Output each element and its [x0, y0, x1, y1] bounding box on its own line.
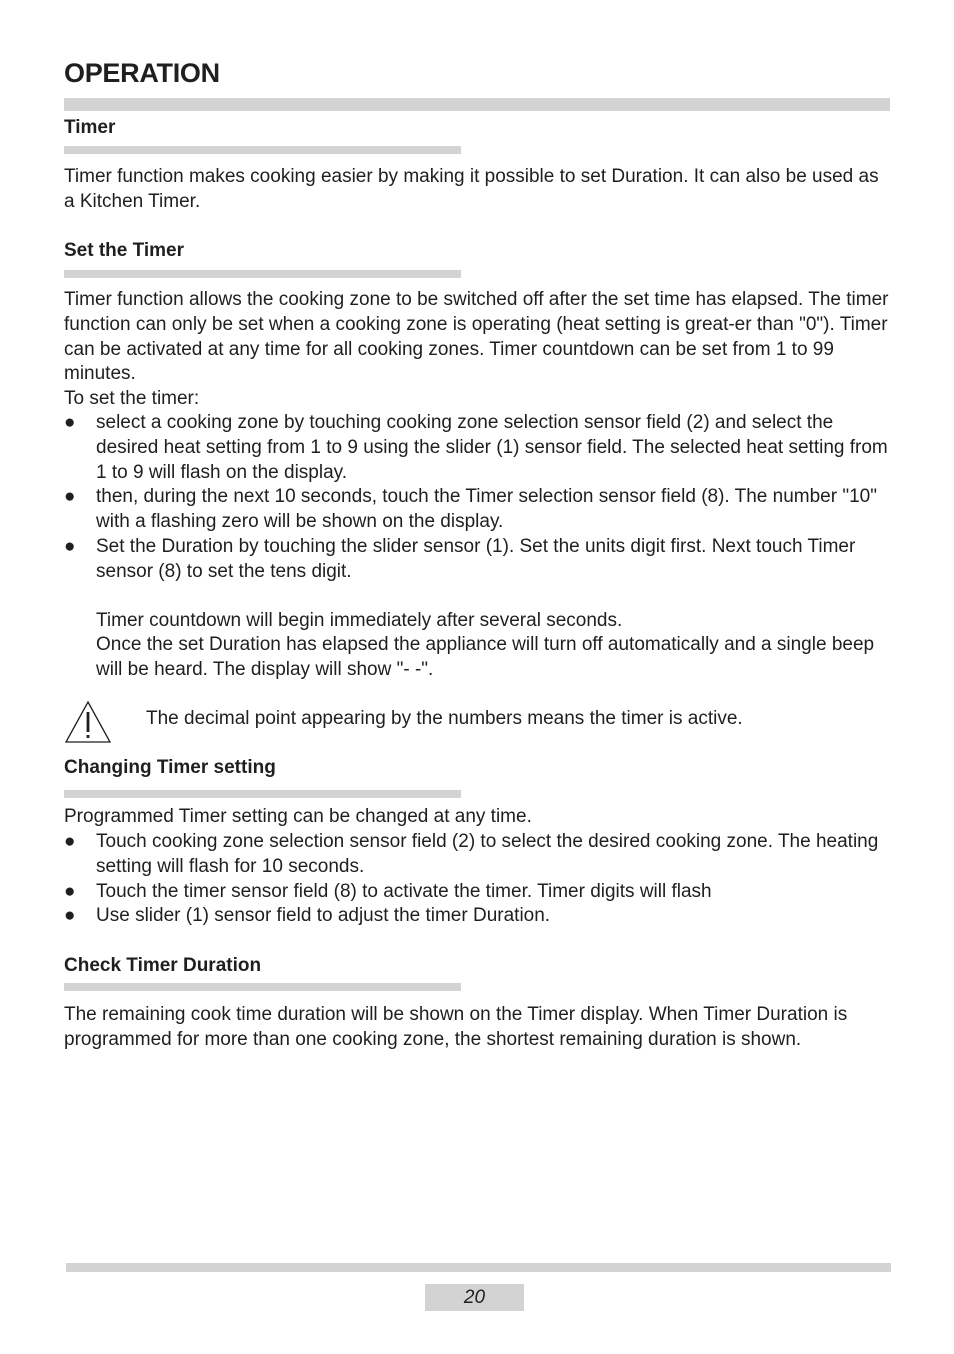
list-item-text: Touch the timer sensor field (8) to activate the timer. Timer digits will flash — [96, 880, 712, 902]
elapsed-note: Once the set Duration has elapsed the appliance will turn off automatically and a single beep will be heard. The display will show "- -". — [96, 634, 875, 680]
section-heading-timer: Timer — [64, 117, 116, 138]
bullet: ● — [64, 880, 76, 902]
set-timer-description: Timer function allows the cooking zone to be switched off after the set time has elapsed. The timer function can only be set when a cooking zone is operating (heat setting is great-er than "0"). Timer can be activated at any time for all cooking zones. Timer countdown can be set from 1 to 99 minutes. — [64, 289, 889, 385]
section-divider-timer — [64, 146, 461, 154]
changing-timer-steps — [64, 830, 894, 929]
list-item-text: then, during the next 10 seconds, touch the Timer selection sensor field (8). The number "10" with a flashing zero will be shown on the display. — [96, 486, 877, 533]
list-item — [64, 535, 894, 585]
list-item — [64, 904, 894, 929]
page-number: 20 — [425, 1284, 524, 1311]
bullet: ● — [64, 486, 76, 508]
list-item — [64, 485, 894, 535]
warning-text: The decimal point appearing by the numbers means the timer is active. — [146, 708, 743, 729]
bullet: ● — [64, 412, 76, 433]
title-divider — [64, 98, 890, 111]
timer-description: Timer function makes cooking easier by making it possible to set Duration. It can also be used as a Kitchen Timer. — [64, 166, 879, 212]
list-item — [64, 880, 894, 905]
list-item-text: Set the Duration by touching the slider sensor (1). Set the units digit first. Next touch Timer sensor (8) to set the tens digit. — [96, 535, 856, 582]
bullet: ● — [64, 905, 76, 927]
bullet: ● — [64, 535, 76, 557]
changing-timer-description: Programmed Timer setting can be changed at any time. — [64, 806, 532, 827]
section-heading-changing-timer: Changing Timer setting — [64, 757, 276, 778]
bullet: ● — [64, 831, 76, 852]
list-item — [64, 411, 894, 485]
list-item-text: Use slider (1) sensor field to adjust the timer Duration. — [96, 905, 551, 927]
section-heading-check-duration: Check Timer Duration — [64, 955, 262, 976]
check-duration-description: The remaining cook time duration will be shown on the Timer display. When Timer Duration is programmed for more than one cooking zone, the shortest remaining duration is shown. — [64, 1004, 848, 1050]
section-heading-set-timer: Set the Timer — [64, 240, 185, 261]
set-timer-steps — [64, 411, 894, 585]
page-title: OPERATION — [64, 58, 220, 88]
section-divider-changing-timer — [64, 790, 461, 798]
warning-triangle-icon — [64, 700, 112, 744]
list-item-text: Touch cooking zone selection sensor field (2) to select the desired cooking zone. The heating setting will flash for 10 seconds. — [96, 831, 879, 877]
list-item — [64, 830, 894, 880]
countdown-note: Timer countdown will begin immediately after several seconds. — [96, 610, 623, 631]
section-divider-set-timer — [64, 270, 461, 278]
list-item-text: select a cooking zone by touching cooking zone selection sensor field (2) and select the desired heat setting from 1 to 9 using the slider (1) sensor field. The selected heat setting from 1 to 9 will flash on the display. — [96, 412, 888, 483]
footer-divider — [66, 1263, 891, 1272]
set-timer-intro: To set the timer: — [64, 388, 200, 409]
section-divider-check-duration — [64, 983, 461, 991]
